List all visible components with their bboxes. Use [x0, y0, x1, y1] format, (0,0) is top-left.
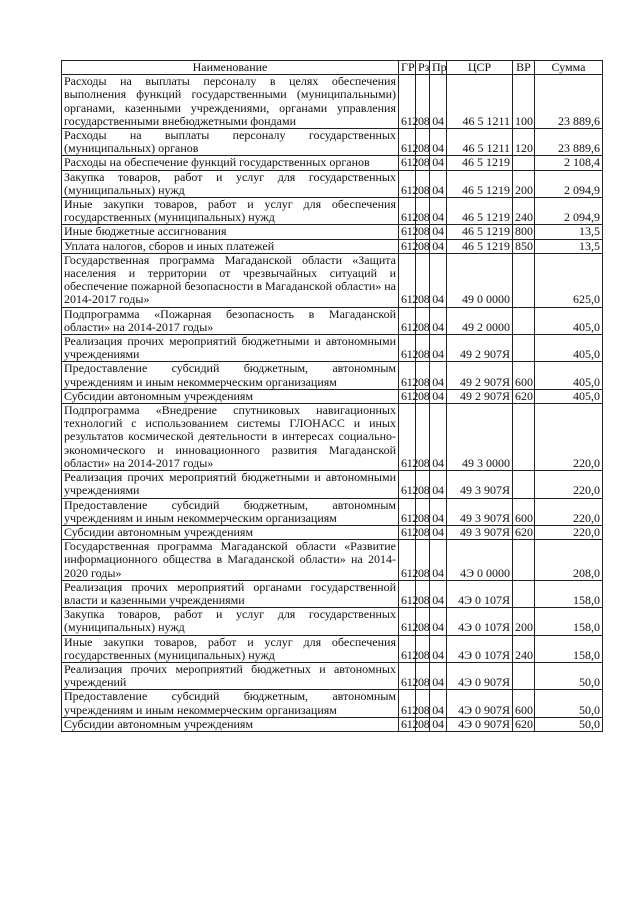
row-vr: 200	[513, 608, 535, 635]
table-row	[62, 635, 603, 662]
table-row	[62, 129, 603, 156]
row-gr: 612	[399, 198, 416, 225]
row-rz: 08	[416, 239, 430, 253]
row-csr: 4Э 0 907Я	[447, 662, 513, 689]
row-gr: 612	[399, 608, 416, 635]
row-gr: 612	[399, 471, 416, 498]
row-gr: 612	[399, 580, 416, 607]
row-pr: 04	[430, 498, 447, 525]
row-gr: 612	[399, 253, 416, 307]
row-rz: 08	[416, 635, 430, 662]
header-pr: Пр	[430, 61, 447, 75]
row-gr: 612	[399, 129, 416, 156]
row-sum: 220,0	[535, 498, 603, 525]
row-vr	[513, 662, 535, 689]
row-pr: 04	[430, 239, 447, 253]
table-row	[62, 225, 603, 239]
row-rz: 08	[416, 525, 430, 539]
row-csr: 49 0 0000	[447, 253, 513, 307]
row-csr: 46 5 1219	[447, 156, 513, 170]
row-name: Подпрограмма «Внедрение спутниковых навигационных технологий с использованием системы ГЛОНАСС и иных результатов космической деятельности в интересах социально-экономического и инновационного развития Магаданской области» на 2014-2017 годы»	[62, 404, 399, 471]
row-gr: 612	[399, 635, 416, 662]
table-row	[62, 690, 603, 717]
row-gr: 612	[399, 525, 416, 539]
table-row	[62, 253, 603, 307]
row-vr: 850	[513, 239, 535, 253]
row-sum: 50,0	[535, 662, 603, 689]
row-csr: 4Э 0 907Я	[447, 717, 513, 731]
header-csr: ЦСР	[447, 61, 513, 75]
row-csr: 46 5 1219	[447, 239, 513, 253]
header-sum: Сумма	[535, 61, 603, 75]
header-name: Наименование	[62, 61, 399, 75]
row-gr: 612	[399, 75, 416, 129]
row-rz: 08	[416, 690, 430, 717]
row-vr: 100	[513, 75, 535, 129]
row-vr: 120	[513, 129, 535, 156]
row-sum: 50,0	[535, 690, 603, 717]
row-rz: 08	[416, 170, 430, 197]
row-gr: 612	[399, 307, 416, 334]
row-gr: 612	[399, 540, 416, 581]
row-csr: 46 5 1219	[447, 198, 513, 225]
row-pr: 04	[430, 225, 447, 239]
row-pr: 04	[430, 170, 447, 197]
row-vr	[513, 156, 535, 170]
row-gr: 612	[399, 662, 416, 689]
row-sum: 2 108,4	[535, 156, 603, 170]
row-pr: 04	[430, 471, 447, 498]
row-name: Реализация прочих мероприятий органами государственной власти и казенными учреждениями	[62, 580, 399, 607]
row-gr: 612	[399, 239, 416, 253]
row-name: Реализация прочих мероприятий бюджетных и автономных учреждений	[62, 662, 399, 689]
row-csr: 4Э 0 107Я	[447, 580, 513, 607]
row-name: Предоставление субсидий бюджетным, автономным учреждениям и иным некоммерческим организациям	[62, 362, 399, 389]
table-row	[62, 608, 603, 635]
row-sum: 405,0	[535, 362, 603, 389]
row-rz: 08	[416, 662, 430, 689]
row-gr: 612	[399, 389, 416, 403]
row-pr: 04	[430, 198, 447, 225]
row-vr: 240	[513, 198, 535, 225]
row-csr: 4Э 0 0000	[447, 540, 513, 581]
row-csr: 49 2 907Я	[447, 335, 513, 362]
row-sum: 2 094,9	[535, 198, 603, 225]
row-csr: 46 5 1211	[447, 129, 513, 156]
row-csr: 49 3 907Я	[447, 471, 513, 498]
row-vr	[513, 335, 535, 362]
row-sum: 220,0	[535, 471, 603, 498]
table-row	[62, 335, 603, 362]
row-vr: 620	[513, 717, 535, 731]
table-row	[62, 307, 603, 334]
table-row	[62, 170, 603, 197]
row-csr: 49 2 0000	[447, 307, 513, 334]
row-csr: 46 5 1219	[447, 225, 513, 239]
row-pr: 04	[430, 525, 447, 539]
row-csr: 49 3 907Я	[447, 525, 513, 539]
table-header-row	[62, 61, 603, 75]
row-sum: 158,0	[535, 608, 603, 635]
row-pr: 04	[430, 580, 447, 607]
row-sum: 405,0	[535, 307, 603, 334]
row-vr: 600	[513, 362, 535, 389]
row-name: Закупка товаров, работ и услуг для государственных (муниципальных) нужд	[62, 608, 399, 635]
row-name: Реализация прочих мероприятий бюджетными и автономными учреждениями	[62, 471, 399, 498]
row-gr: 612	[399, 717, 416, 731]
row-pr: 04	[430, 389, 447, 403]
row-sum: 13,5	[535, 225, 603, 239]
row-pr: 04	[430, 540, 447, 581]
row-pr: 04	[430, 635, 447, 662]
table-row	[62, 471, 603, 498]
row-sum: 405,0	[535, 335, 603, 362]
row-pr: 04	[430, 307, 447, 334]
row-name: Расходы на обеспечение функций государственных органов	[62, 156, 399, 170]
row-sum: 50,0	[535, 717, 603, 731]
row-rz: 08	[416, 307, 430, 334]
table-row	[62, 198, 603, 225]
row-sum: 158,0	[535, 580, 603, 607]
row-rz: 08	[416, 404, 430, 471]
row-sum: 625,0	[535, 253, 603, 307]
row-rz: 08	[416, 540, 430, 581]
row-name: Уплата налогов, сборов и иных платежей	[62, 239, 399, 253]
row-name: Иные закупки товаров, работ и услуг для обеспечения государственных (муниципальных) нужд	[62, 198, 399, 225]
row-sum: 23 889,6	[535, 129, 603, 156]
row-gr: 612	[399, 156, 416, 170]
row-rz: 08	[416, 362, 430, 389]
header-gr: ГР	[399, 61, 416, 75]
row-name: Расходы на выплаты персоналу в целях обеспечения выполнения функций государственными (муниципальными) органами, казенными учреждениями, органами управления государственными внебюджетными фондами	[62, 75, 399, 129]
row-name: Реализация прочих мероприятий бюджетными и автономными учреждениями	[62, 335, 399, 362]
header-rz: Рз	[416, 61, 430, 75]
row-vr: 240	[513, 635, 535, 662]
row-pr: 04	[430, 335, 447, 362]
row-sum: 220,0	[535, 525, 603, 539]
row-rz: 08	[416, 580, 430, 607]
row-rz: 08	[416, 608, 430, 635]
table-row	[62, 362, 603, 389]
row-sum: 158,0	[535, 635, 603, 662]
table-row	[62, 662, 603, 689]
row-csr: 46 5 1219	[447, 170, 513, 197]
row-sum: 208,0	[535, 540, 603, 581]
row-gr: 612	[399, 404, 416, 471]
row-rz: 08	[416, 225, 430, 239]
row-vr	[513, 307, 535, 334]
row-csr: 4Э 0 107Я	[447, 635, 513, 662]
row-rz: 08	[416, 389, 430, 403]
row-vr	[513, 540, 535, 581]
row-gr: 612	[399, 362, 416, 389]
table-body	[62, 75, 603, 732]
row-gr: 612	[399, 498, 416, 525]
row-pr: 04	[430, 362, 447, 389]
row-vr: 620	[513, 389, 535, 403]
table-row	[62, 525, 603, 539]
row-rz: 08	[416, 253, 430, 307]
row-sum: 13,5	[535, 239, 603, 253]
row-pr: 04	[430, 717, 447, 731]
table-row	[62, 540, 603, 581]
row-csr: 4Э 0 907Я	[447, 690, 513, 717]
row-name: Предоставление субсидий бюджетным, автономным учреждениям и иным некоммерческим организациям	[62, 498, 399, 525]
row-name: Государственная программа Магаданской области «Развитие информационного общества в Магаданской области» на 2014-2020 годы»	[62, 540, 399, 581]
table-row	[62, 580, 603, 607]
row-name: Государственная программа Магаданской области «Защита населения и территории от чрезвычайных ситуаций и обеспечение пожарной безопасности в Магаданской области» на 2014-2017 годы»	[62, 253, 399, 307]
row-rz: 08	[416, 75, 430, 129]
row-rz: 08	[416, 498, 430, 525]
budget-table	[61, 60, 603, 732]
row-rz: 08	[416, 471, 430, 498]
row-pr: 04	[430, 690, 447, 717]
row-vr	[513, 580, 535, 607]
row-gr: 612	[399, 170, 416, 197]
row-pr: 04	[430, 75, 447, 129]
row-csr: 4Э 0 107Я	[447, 608, 513, 635]
row-name: Предоставление субсидий бюджетным, автономным учреждениям и иным некоммерческим организациям	[62, 690, 399, 717]
row-name: Субсидии автономным учреждениям	[62, 717, 399, 731]
row-pr: 04	[430, 404, 447, 471]
row-name: Расходы на выплаты персоналу государственных (муниципальных) органов	[62, 129, 399, 156]
table-row	[62, 239, 603, 253]
row-gr: 612	[399, 225, 416, 239]
row-name: Подпрограмма «Пожарная безопасность в Магаданской области» на 2014-2017 годы»	[62, 307, 399, 334]
table-row	[62, 404, 603, 471]
row-csr: 49 2 907Я	[447, 362, 513, 389]
row-pr: 04	[430, 608, 447, 635]
row-vr: 620	[513, 525, 535, 539]
row-csr: 46 5 1211	[447, 75, 513, 129]
row-vr	[513, 471, 535, 498]
header-vr: ВР	[513, 61, 535, 75]
row-name: Иные закупки товаров, работ и услуг для обеспечения государственных (муниципальных) нужд	[62, 635, 399, 662]
row-vr: 600	[513, 690, 535, 717]
row-pr: 04	[430, 253, 447, 307]
row-gr: 612	[399, 690, 416, 717]
table-row	[62, 156, 603, 170]
row-name: Иные бюджетные ассигнования	[62, 225, 399, 239]
row-rz: 08	[416, 198, 430, 225]
row-rz: 08	[416, 129, 430, 156]
row-name: Субсидии автономным учреждениям	[62, 389, 399, 403]
row-name: Субсидии автономным учреждениям	[62, 525, 399, 539]
row-vr: 800	[513, 225, 535, 239]
table-row	[62, 75, 603, 129]
row-csr: 49 3 0000	[447, 404, 513, 471]
document-page	[61, 60, 602, 732]
row-csr: 49 2 907Я	[447, 389, 513, 403]
row-vr: 600	[513, 498, 535, 525]
row-vr	[513, 404, 535, 471]
row-sum: 220,0	[535, 404, 603, 471]
row-sum: 2 094,9	[535, 170, 603, 197]
row-rz: 08	[416, 335, 430, 362]
table-row	[62, 389, 603, 403]
row-csr: 49 3 907Я	[447, 498, 513, 525]
row-vr: 200	[513, 170, 535, 197]
row-name: Закупка товаров, работ и услуг для государственных (муниципальных) нужд	[62, 170, 399, 197]
row-gr: 612	[399, 335, 416, 362]
row-pr: 04	[430, 662, 447, 689]
row-pr: 04	[430, 129, 447, 156]
row-pr: 04	[430, 156, 447, 170]
row-sum: 23 889,6	[535, 75, 603, 129]
table-row	[62, 498, 603, 525]
row-vr	[513, 253, 535, 307]
row-rz: 08	[416, 717, 430, 731]
row-sum: 405,0	[535, 389, 603, 403]
table-row	[62, 717, 603, 731]
row-rz: 08	[416, 156, 430, 170]
